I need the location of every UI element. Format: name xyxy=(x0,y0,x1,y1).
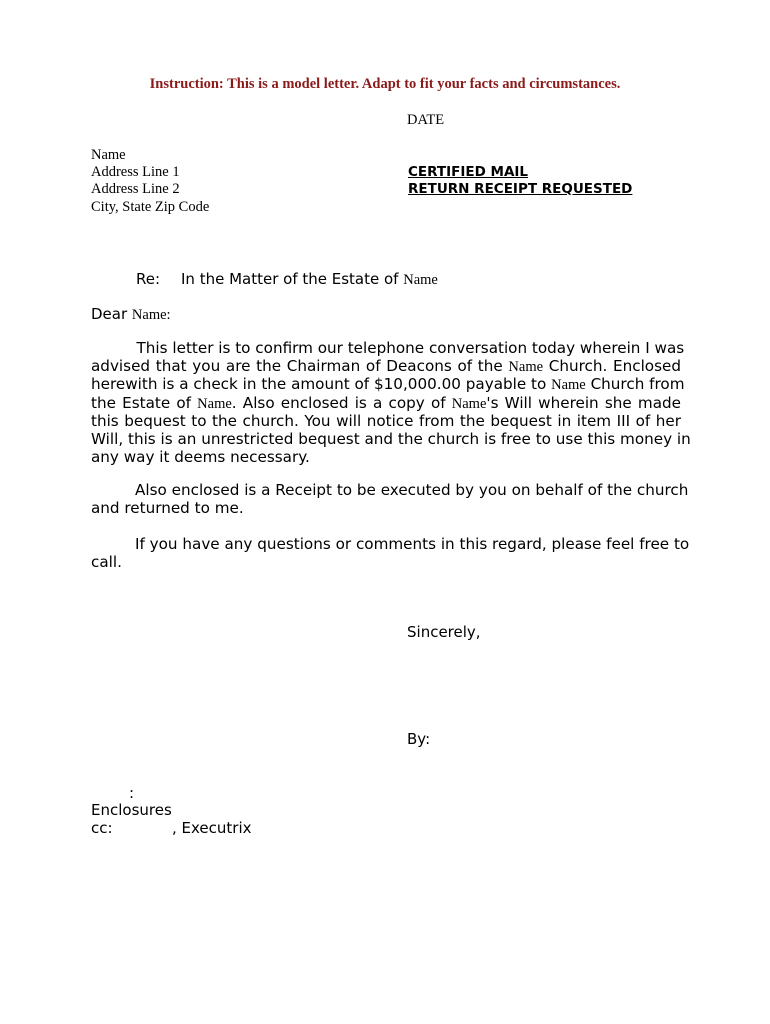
salutation xyxy=(91,305,171,324)
church-name: Name xyxy=(508,358,544,375)
cc-label: cc: xyxy=(91,819,113,837)
paragraph-line: If you have any questions or comments in this regard, please feel free to xyxy=(135,535,690,553)
re-estate-name: Name xyxy=(403,272,438,288)
cc-recipient: , Executrix xyxy=(172,819,252,837)
paragraph-line: any way it deems necessary. xyxy=(91,447,310,466)
paragraph-line: advised that you are the Chairman of Deacons of the Name Church. Enclosed xyxy=(91,356,681,375)
paragraph-line: Also enclosed is a Receipt to be executed by you on behalf of the church xyxy=(135,481,689,499)
enclosures-note: Enclosures xyxy=(91,801,172,819)
certified-mail-notice: CERTIFIED MAIL xyxy=(408,164,529,180)
body-paragraph-2 xyxy=(91,481,689,517)
testator-name: Name xyxy=(451,395,487,412)
salutation-prefix: Dear xyxy=(91,305,132,323)
paragraph-line: the Estate of Name. Also enclosed is a copy of Name's Will wherein she made xyxy=(91,393,681,412)
re-text: In the Matter of the Estate of xyxy=(181,270,404,288)
paragraph-line: and returned to me. xyxy=(91,498,244,517)
signature-by: By: xyxy=(407,730,431,748)
body-paragraph-3 xyxy=(91,535,690,571)
salutation-name: Name: xyxy=(131,307,171,323)
payee-name: Name xyxy=(551,377,586,394)
paragraph-line: herewith is a check in the amount of $10,000.00 payable to Name Church from xyxy=(91,375,685,394)
body-paragraph-1 xyxy=(91,339,691,466)
paragraph-line: this bequest to the church. You will notice from the bequest in item III of her xyxy=(91,412,681,431)
recipient-address-line-2: Address Line 2 xyxy=(91,181,180,197)
recipient-name: Name xyxy=(91,147,126,163)
paragraph-line: call. xyxy=(91,552,122,571)
re-label: Re: xyxy=(136,270,161,288)
paragraph-line: This letter is to confirm our telephone conversation today wherein I was xyxy=(136,339,685,357)
initials-colon: : xyxy=(129,784,135,802)
closing: Sincerely, xyxy=(407,623,481,641)
re-line xyxy=(181,270,438,289)
instruction-note: Instruction: This is a model letter. Adapt to fit your facts and circumstances. xyxy=(149,76,621,92)
recipient-city-state-zip: City, State Zip Code xyxy=(91,199,210,215)
letter-date: DATE xyxy=(407,112,445,128)
recipient-address-line-1: Address Line 1 xyxy=(91,164,180,180)
paragraph-line: Will, this is an unrestricted bequest and the church is free to use this money in xyxy=(91,429,691,448)
return-receipt-notice: RETURN RECEIPT REQUESTED xyxy=(408,181,633,197)
estate-name: Name xyxy=(197,395,232,412)
